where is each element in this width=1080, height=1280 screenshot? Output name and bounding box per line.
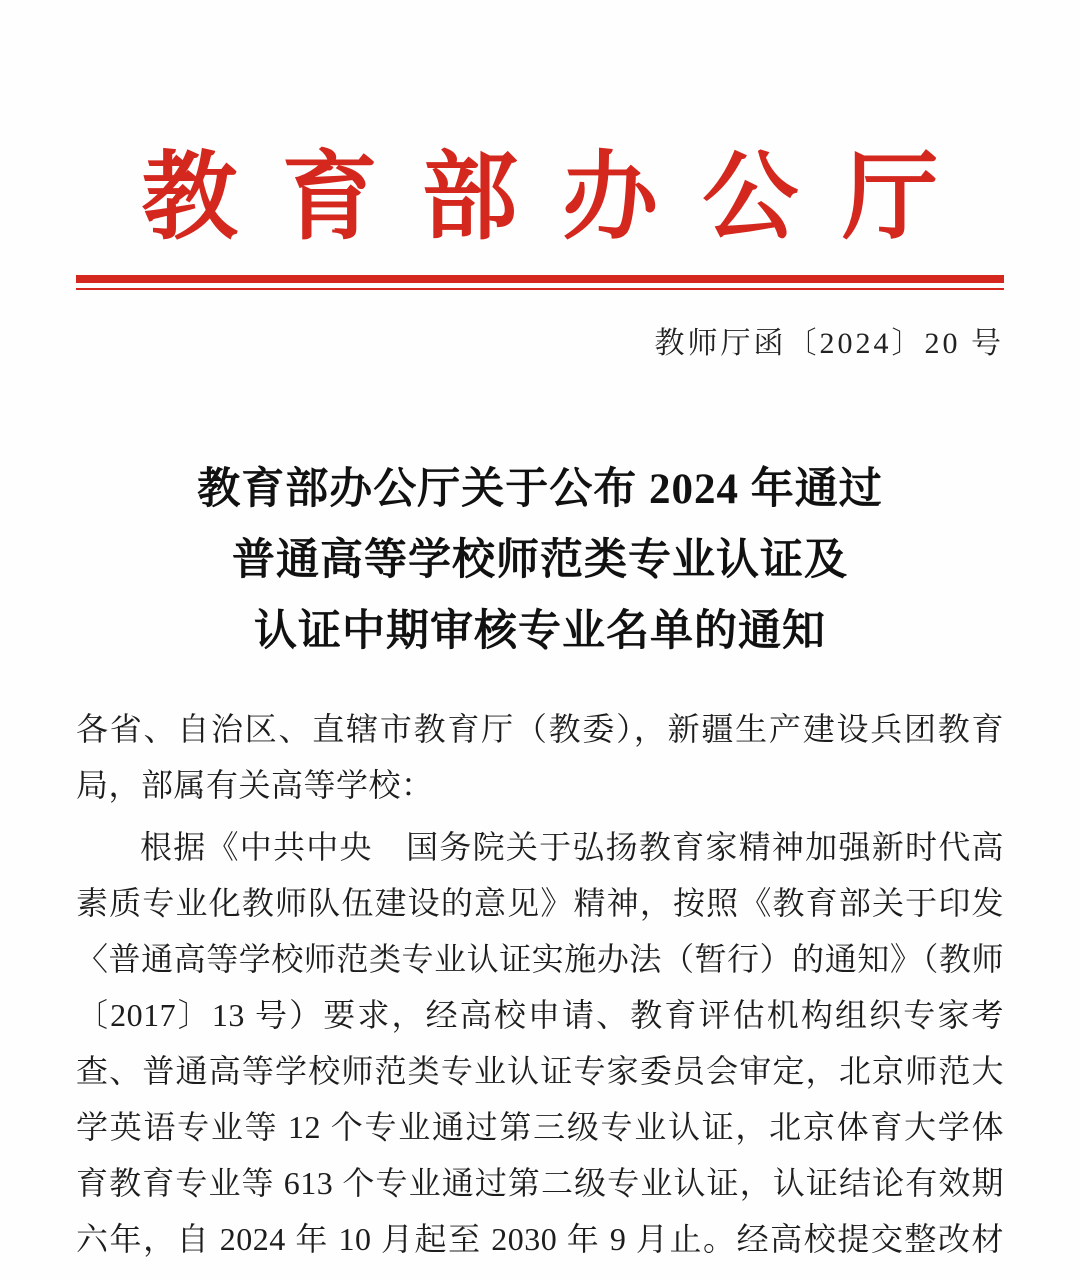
notice-title — [76, 454, 1004, 667]
body-text-line: 根据《中共中央 国务院关于弘扬教育家精神加强新时代高 — [140, 828, 1004, 865]
red-divider-thin-line — [76, 288, 1004, 290]
notice-title-line-3: 认证中期审核专业名单的通知 — [254, 607, 826, 655]
document-number: 教师厅函〔2024〕20 号 — [654, 326, 1004, 360]
body-text-line: 各省、自治区、直辖市教育厅（教委），新疆生产建设兵团教育 — [76, 710, 1004, 747]
body-text-line: 〔2017〕13 号）要求，经高校申请、教育评估机构组织专家考 — [76, 996, 1004, 1033]
red-divider-thick-line — [76, 275, 1004, 283]
notice-title-line-2: 普通高等学校师范类专业认证及 — [232, 536, 848, 584]
body-text-line: 六年，自 2024 年 10 月起至 2030 年 9 月止。经高校提交整改材 — [76, 1220, 1004, 1257]
body-text-line: 学英语专业等 12 个专业通过第三级专业认证，北京体育大学体 — [76, 1108, 1004, 1145]
body-text-line: 育教育专业等 613 个专业通过第二级专业认证，认证结论有效期 — [76, 1164, 1004, 1201]
letterhead-title: 教育部办公厅 — [141, 144, 983, 251]
body-text-line: 〈普通高等学校师范类专业认证实施办法（暂行）的通知》（教师 — [76, 940, 1004, 977]
notice-body — [76, 701, 1004, 1267]
body-text-line: 查、普通高等学校师范类专业认证专家委员会审定，北京师范大 — [76, 1052, 1004, 1089]
body-text-line: 局，部属有关高等学校： — [76, 766, 434, 803]
body-text-line: 素质专业化教师队伍建设的意见》精神，按照《教育部关于印发 — [76, 884, 1004, 921]
notice-title-line-1: 教育部办公厅关于公布 2024 年通过 — [197, 465, 883, 513]
